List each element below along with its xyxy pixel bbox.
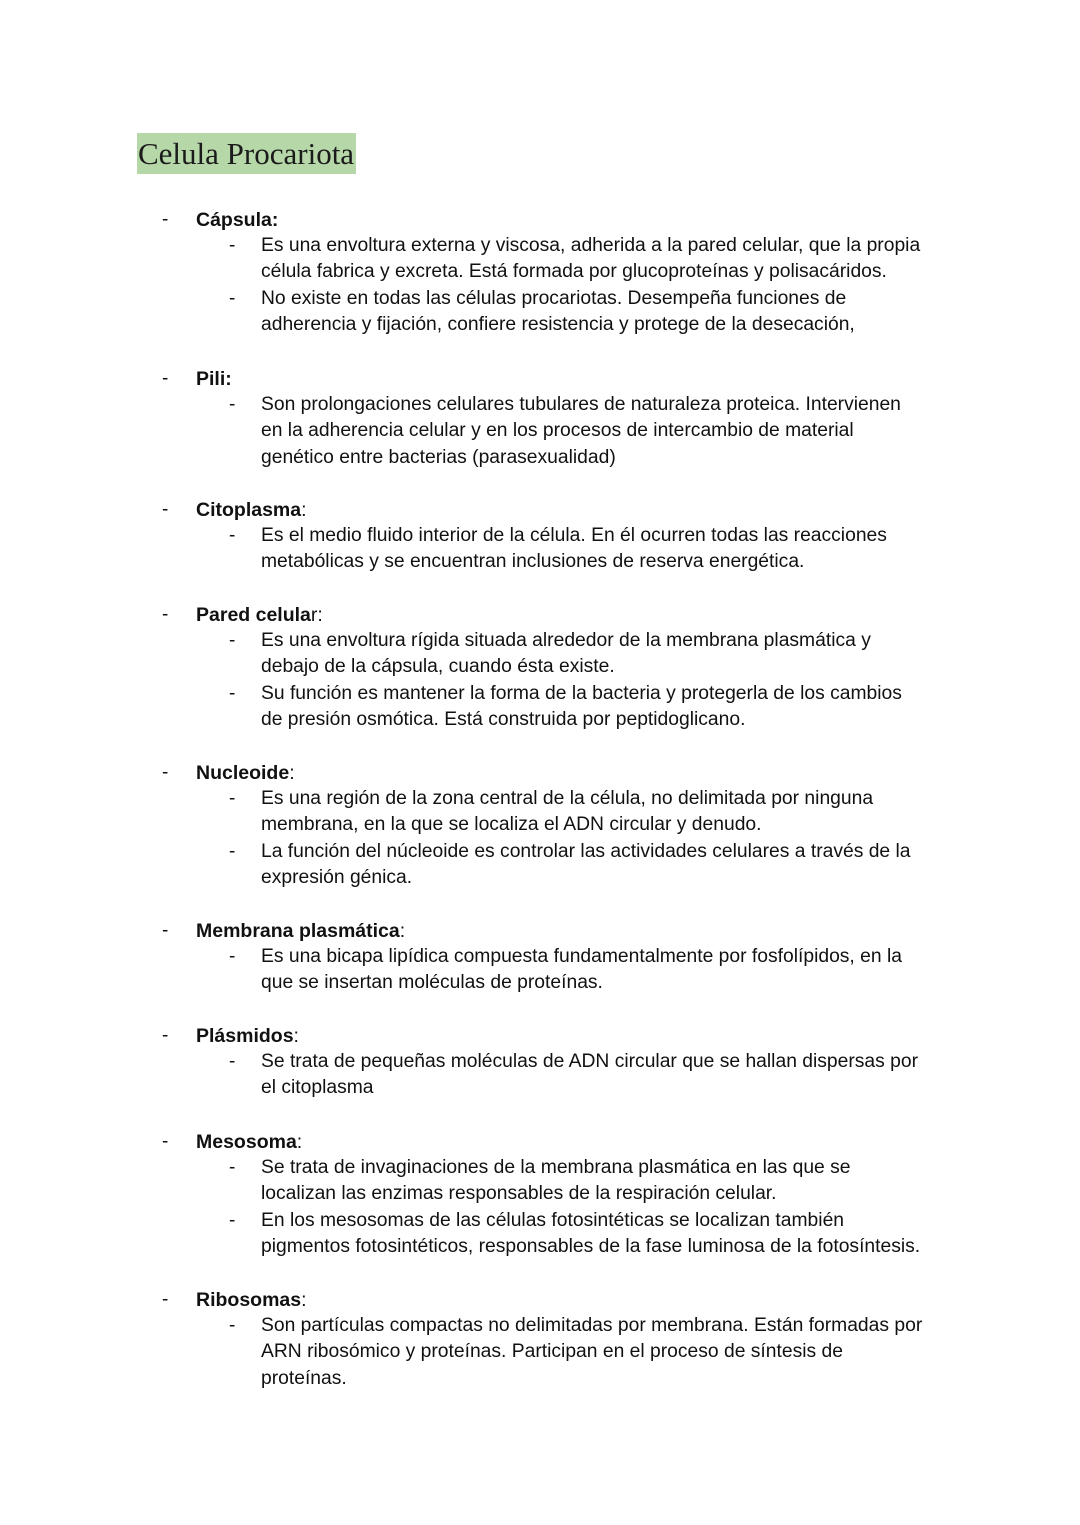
sub-bullet-dash: -: [229, 235, 236, 256]
section-pili: [0, 366, 1080, 471]
list-item: [0, 1049, 1080, 1102]
section-membrana-plasmatica: [0, 918, 1080, 997]
section-title-rest: :: [296, 1131, 303, 1153]
sub-bullet-dash: -: [229, 682, 236, 704]
sub-bullet-dash: -: [229, 1157, 236, 1178]
item-text: En los mesosomas de las células fotosintéticas se localizan también pigmentos fotosintéticos, responsables de la fase luminosa de la fotosíntesis.: [261, 1209, 921, 1257]
bullet-dash: -: [162, 1131, 169, 1152]
bullet-dash: -: [162, 762, 169, 783]
section-title-bold: Mesosoma: [196, 1131, 297, 1153]
section-capsula: [0, 207, 1080, 338]
section-title-bold: Nucleoide: [196, 762, 290, 784]
section-title: [196, 207, 278, 233]
item-text: Se trata de pequeñas moléculas de ADN circular que se hallan dispersas por el citoplasma: [261, 1051, 919, 1099]
section-title-rest: :: [301, 499, 307, 521]
section-nucleoide: [0, 760, 1080, 891]
section-ribosomas: [0, 1287, 1080, 1392]
section-title-rest: :: [289, 762, 295, 784]
list-item: [0, 1208, 1080, 1261]
section-title-bold: Pared celula: [196, 604, 311, 626]
section-title-bold: Plásmidos: [196, 1025, 294, 1047]
bullet-dash: -: [162, 499, 169, 520]
section-title: [196, 760, 295, 786]
item-text: Su función es mantener la forma de la bacteria y protegerla de los cambios de presión osmótica. Está construida por peptidoglicano.: [261, 682, 902, 730]
section-title: [196, 1023, 299, 1049]
section-citoplasma: [0, 497, 1080, 576]
item-text: Es una región de la zona central de la célula, no delimitada por ninguna membrana, en la que se localiza el ADN circular y denudo.: [261, 788, 874, 836]
section-title: [196, 602, 323, 628]
sub-bullet-dash: -: [229, 840, 236, 862]
item-text: No existe en todas las células procariotas. Desempeña funciones de adherencia y fijación, confiere resistencia y protege de la desecación,: [261, 287, 855, 335]
item-text: Es una envoltura externa y viscosa, adherida a la pared celular, que la propia célula fabrica y excreta. Está formada por glucoproteínas y polisacáridos.: [261, 235, 921, 283]
item-text: Es el medio fluido interior de la célula. En él ocurren todas las reacciones metabólicas y se encuentran inclusiones de reserva energética.: [261, 525, 887, 573]
sub-bullet-dash: -: [229, 1051, 236, 1072]
bullet-dash: -: [162, 368, 169, 389]
list-item: [0, 1313, 1080, 1392]
list-item: [0, 1155, 1080, 1208]
sub-bullet-dash: -: [229, 788, 236, 809]
sub-bullet-dash: -: [229, 1315, 236, 1336]
section-title-rest: :: [399, 920, 406, 942]
item-text: Son partículas compactas no delimitadas por membrana. Están formadas por ARN ribosómico y proteínas. Participan en el proceso de síntesis de proteínas.: [261, 1315, 923, 1389]
item-text: Es una envoltura rígida situada alrededor de la membrana plasmática y debajo de la cápsula, cuando ésta existe.: [261, 630, 871, 678]
list-item: [0, 628, 1080, 681]
list-item: [0, 392, 1080, 471]
bullet-dash: -: [162, 209, 169, 230]
section-title: [196, 1287, 307, 1313]
item-text: La función del núcleoide es controlar las actividades celulares a través de la expresión génica.: [261, 840, 911, 888]
section-title: [196, 366, 232, 392]
list-item: [0, 233, 1080, 286]
bullet-dash: -: [162, 604, 169, 625]
list-item: [0, 681, 1080, 734]
bullet-dash: -: [162, 920, 169, 941]
item-text: Es una bicapa lipídica compuesta fundamentalmente por fosfolípidos, en la que se insertan moléculas de proteínas.: [261, 946, 902, 994]
section-title-bold: Cápsula:: [196, 209, 279, 231]
sub-bullet-dash: -: [229, 525, 236, 546]
bullet-dash: -: [162, 1025, 169, 1046]
sub-bullet-dash: -: [229, 630, 236, 651]
section-title-bold: Pili:: [196, 368, 232, 390]
section-pared-celular: [0, 602, 1080, 733]
section-title: [196, 1129, 302, 1155]
section-title: [196, 497, 307, 523]
sub-bullet-dash: -: [229, 287, 236, 309]
bullet-dash: -: [162, 1289, 169, 1310]
section-title-rest: :: [293, 1025, 299, 1047]
list-item: [0, 839, 1080, 892]
section-title-rest: r:: [310, 604, 323, 626]
section-title-rest: :: [301, 1289, 307, 1311]
page-title: Celula Procariota: [137, 133, 356, 174]
item-text: Son prolongaciones celulares tubulares de naturaleza proteica. Intervienen en la adherencia celular y en los procesos de intercambio de material genético entre bacterias (parasexualidad): [261, 394, 901, 468]
section-mesosoma: [0, 1129, 1080, 1260]
section-title-bold: Citoplasma: [196, 499, 302, 521]
item-text: Se trata de invaginaciones de la membrana plasmática en las que se localizan las enzimas responsables de la respiración celular.: [261, 1157, 851, 1205]
section-title: [196, 918, 405, 944]
section-title-bold: Ribosomas: [196, 1289, 302, 1311]
sub-bullet-dash: -: [229, 394, 236, 415]
section-plasmidos: [0, 1023, 1080, 1102]
list-item: [0, 523, 1080, 576]
sub-bullet-dash: -: [229, 1209, 236, 1231]
list-item: [0, 944, 1080, 997]
section-title-bold: Membrana plasmática: [196, 920, 400, 942]
list-item: [0, 286, 1080, 339]
sub-bullet-dash: -: [229, 946, 236, 967]
list-item: [0, 786, 1080, 839]
